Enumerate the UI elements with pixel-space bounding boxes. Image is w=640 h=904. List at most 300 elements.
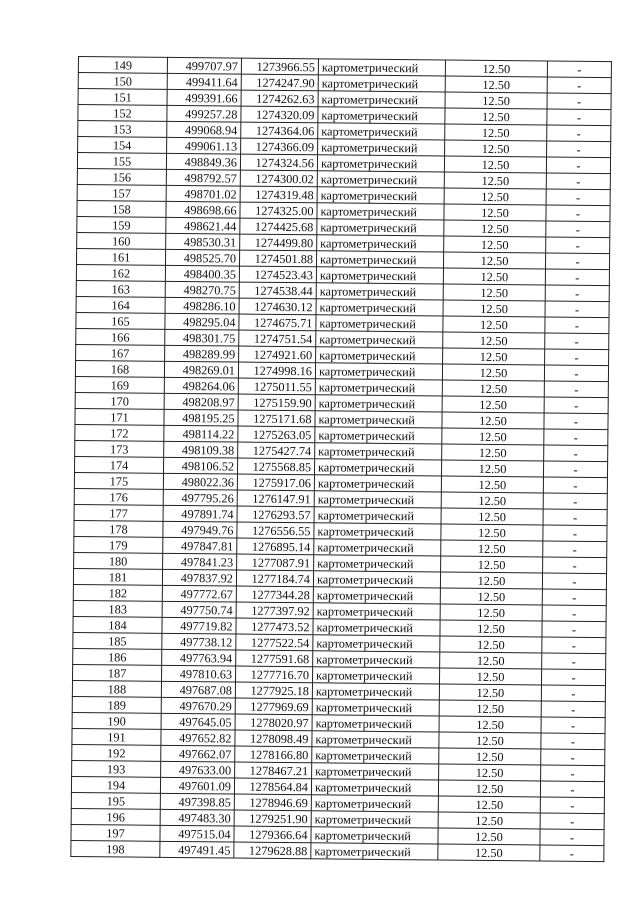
method-cell: картометрический	[314, 507, 441, 524]
accuracy-cell: 12.50	[439, 732, 541, 749]
point-number-cell: 184	[73, 616, 162, 633]
y-coordinate-cell: 1277969.69	[235, 698, 312, 715]
note-cell: -	[543, 477, 607, 494]
x-coordinate-cell: 498114.22	[164, 425, 238, 442]
point-number-cell: 180	[74, 552, 163, 569]
accuracy-cell: 12.50	[445, 76, 547, 93]
accuracy-cell: 12.50	[440, 652, 542, 669]
point-number-cell: 168	[75, 360, 164, 377]
method-cell: картометрический	[316, 299, 443, 316]
note-cell: -	[545, 285, 609, 302]
point-number-cell: 152	[78, 105, 167, 122]
x-coordinate-cell: 497601.09	[160, 777, 234, 794]
y-coordinate-cell: 1277522.54	[236, 634, 313, 651]
y-coordinate-cell: 1277591.68	[236, 650, 313, 667]
x-coordinate-cell: 497949.76	[163, 521, 237, 538]
method-cell: картометрический	[314, 475, 441, 492]
note-cell: -	[543, 541, 607, 558]
method-cell: картометрический	[318, 123, 445, 140]
x-coordinate-cell: 498525.70	[165, 249, 239, 266]
point-number-cell: 195	[71, 792, 160, 809]
note-cell: -	[545, 301, 609, 318]
y-coordinate-cell: 1278020.97	[235, 714, 312, 731]
x-coordinate-cell: 498849.36	[166, 153, 240, 170]
y-coordinate-cell: 1274262.63	[241, 90, 318, 107]
method-cell: картометрический	[318, 75, 445, 92]
method-cell: картометрический	[317, 203, 444, 220]
y-coordinate-cell: 1275568.85	[237, 458, 314, 475]
x-coordinate-cell: 498621.44	[166, 217, 240, 234]
method-cell: картометрический	[318, 107, 445, 124]
accuracy-cell: 12.50	[439, 716, 541, 733]
accuracy-cell: 12.50	[445, 124, 547, 141]
x-coordinate-cell: 497491.45	[160, 841, 234, 858]
note-cell: -	[544, 445, 608, 462]
method-cell: картометрический	[318, 139, 445, 156]
method-cell: картометрический	[311, 843, 438, 860]
y-coordinate-cell: 1274921.60	[239, 346, 316, 363]
note-cell: -	[543, 493, 607, 510]
x-coordinate-cell: 498295.04	[165, 313, 239, 330]
note-cell: -	[547, 77, 611, 94]
method-cell: картометрический	[313, 651, 440, 668]
accuracy-cell: 12.50	[445, 92, 547, 109]
point-number-cell: 189	[72, 696, 161, 713]
method-cell: картометрический	[311, 795, 438, 812]
method-cell: картометрический	[315, 363, 442, 380]
point-number-cell: 153	[78, 121, 167, 138]
accuracy-cell: 12.50	[443, 348, 545, 365]
note-cell: -	[547, 61, 611, 78]
note-cell: -	[540, 845, 604, 862]
note-cell: -	[540, 829, 604, 846]
x-coordinate-cell: 497515.04	[160, 825, 234, 842]
note-cell: -	[544, 429, 608, 446]
point-number-cell: 154	[78, 137, 167, 154]
note-cell: -	[541, 749, 605, 766]
y-coordinate-cell: 1276293.57	[237, 506, 314, 523]
method-cell: картометрический	[314, 555, 441, 572]
x-coordinate-cell: 497763.94	[162, 649, 236, 666]
note-cell: -	[544, 381, 608, 398]
y-coordinate-cell: 1274364.06	[241, 122, 318, 139]
point-number-cell: 177	[74, 504, 163, 521]
point-number-cell: 182	[73, 584, 162, 601]
accuracy-cell: 12.50	[442, 364, 544, 381]
point-number-cell: 197	[71, 824, 160, 841]
y-coordinate-cell: 1279251.90	[234, 810, 311, 827]
x-coordinate-cell: 497652.82	[161, 729, 235, 746]
x-coordinate-cell: 497750.74	[162, 601, 236, 618]
point-number-cell: 183	[73, 600, 162, 617]
accuracy-cell: 12.50	[439, 700, 541, 717]
x-coordinate-cell: 498269.01	[164, 361, 238, 378]
note-cell: -	[541, 669, 605, 686]
y-coordinate-cell: 1278467.21	[235, 762, 312, 779]
note-cell: -	[546, 221, 610, 238]
accuracy-cell: 12.50	[438, 796, 540, 813]
point-number-cell: 170	[75, 392, 164, 409]
accuracy-cell: 12.50	[441, 524, 543, 541]
point-number-cell: 173	[75, 440, 164, 457]
note-cell: -	[542, 637, 606, 654]
point-number-cell: 194	[71, 776, 160, 793]
point-number-cell: 198	[71, 840, 160, 857]
accuracy-cell: 12.50	[443, 284, 545, 301]
note-cell: -	[547, 125, 611, 142]
note-cell: -	[540, 797, 604, 814]
note-cell: -	[547, 93, 611, 110]
point-number-cell: 149	[78, 57, 167, 74]
method-cell: картометрический	[314, 459, 441, 476]
y-coordinate-cell: 1279366.64	[234, 826, 311, 843]
y-coordinate-cell: 1274998.16	[238, 362, 315, 379]
note-cell: -	[544, 413, 608, 430]
x-coordinate-cell: 497772.67	[162, 585, 236, 602]
accuracy-cell: 12.50	[441, 476, 543, 493]
y-coordinate-cell: 1274325.00	[240, 202, 317, 219]
point-number-cell: 167	[76, 344, 165, 361]
x-coordinate-cell: 498195.25	[164, 409, 238, 426]
y-coordinate-cell: 1279628.88	[234, 842, 311, 859]
y-coordinate-cell: 1276147.91	[237, 490, 314, 507]
x-coordinate-cell: 497662.07	[161, 745, 235, 762]
accuracy-cell: 12.50	[444, 204, 546, 221]
y-coordinate-cell: 1278564.84	[234, 778, 311, 795]
note-cell: -	[546, 189, 610, 206]
method-cell: картометрический	[312, 683, 439, 700]
x-coordinate-cell: 497645.05	[161, 713, 235, 730]
x-coordinate-cell: 497837.92	[162, 569, 236, 586]
x-coordinate-cell: 498208.97	[164, 393, 238, 410]
accuracy-cell: 12.50	[438, 812, 540, 829]
accuracy-cell: 12.50	[442, 444, 544, 461]
accuracy-cell: 12.50	[444, 220, 546, 237]
accuracy-cell: 12.50	[443, 300, 545, 317]
accuracy-cell: 12.50	[440, 572, 542, 589]
x-coordinate-cell: 497398.85	[160, 793, 234, 810]
y-coordinate-cell: 1274630.12	[239, 298, 316, 315]
y-coordinate-cell: 1278946.69	[234, 794, 311, 811]
method-cell: картометрический	[314, 523, 441, 540]
y-coordinate-cell: 1276556.55	[237, 522, 314, 539]
y-coordinate-cell: 1274538.44	[239, 282, 316, 299]
method-cell: картометрический	[316, 251, 443, 268]
accuracy-cell: 12.50	[445, 140, 547, 157]
accuracy-cell: 12.50	[440, 604, 542, 621]
note-cell: -	[545, 317, 609, 334]
accuracy-cell: 12.50	[442, 428, 544, 445]
method-cell: картометрический	[315, 427, 442, 444]
y-coordinate-cell: 1274319.48	[240, 186, 317, 203]
note-cell: -	[543, 525, 607, 542]
note-cell: -	[541, 717, 605, 734]
point-number-cell: 171	[75, 408, 164, 425]
note-cell: -	[547, 141, 611, 158]
y-coordinate-cell: 1274523.43	[239, 266, 316, 283]
y-coordinate-cell: 1275171.68	[238, 410, 315, 427]
note-cell: -	[546, 205, 610, 222]
point-number-cell: 158	[77, 200, 166, 217]
accuracy-cell: 12.50	[443, 332, 545, 349]
y-coordinate-cell: 1274366.09	[241, 138, 318, 155]
note-cell: -	[542, 605, 606, 622]
point-number-cell: 187	[73, 664, 162, 681]
y-coordinate-cell: 1275159.90	[238, 394, 315, 411]
point-number-cell: 188	[72, 680, 161, 697]
x-coordinate-cell: 498264.06	[164, 377, 238, 394]
method-cell: картометрический	[316, 315, 443, 332]
note-cell: -	[540, 781, 604, 798]
y-coordinate-cell: 1274425.68	[240, 218, 317, 235]
x-coordinate-cell: 498698.66	[166, 201, 240, 218]
x-coordinate-cell: 497810.63	[162, 665, 236, 682]
method-cell: картометрический	[318, 59, 445, 76]
coordinates-table	[70, 56, 612, 862]
accuracy-cell: 12.50	[440, 636, 542, 653]
point-number-cell: 163	[76, 280, 165, 297]
method-cell: картометрический	[316, 267, 443, 284]
method-cell: картометрический	[318, 91, 445, 108]
note-cell: -	[546, 237, 610, 254]
accuracy-cell: 12.50	[441, 460, 543, 477]
note-cell: -	[543, 509, 607, 526]
accuracy-cell: 12.50	[443, 268, 545, 285]
point-number-cell: 186	[73, 648, 162, 665]
accuracy-cell: 12.50	[439, 684, 541, 701]
point-number-cell: 165	[76, 312, 165, 329]
x-coordinate-cell: 499257.28	[167, 105, 241, 122]
x-coordinate-cell: 498106.52	[163, 457, 237, 474]
point-number-cell: 185	[73, 632, 162, 649]
y-coordinate-cell: 1276895.14	[237, 538, 314, 555]
y-coordinate-cell: 1274499.80	[240, 234, 317, 251]
x-coordinate-cell: 497633.00	[161, 761, 235, 778]
x-coordinate-cell: 499061.13	[167, 137, 241, 154]
x-coordinate-cell: 497670.29	[161, 697, 235, 714]
point-number-cell: 164	[76, 296, 165, 313]
x-coordinate-cell: 498301.75	[165, 329, 239, 346]
x-coordinate-cell: 498701.02	[166, 185, 240, 202]
method-cell: картометрический	[315, 411, 442, 428]
point-number-cell: 155	[77, 153, 166, 170]
point-number-cell: 193	[72, 760, 161, 777]
x-coordinate-cell: 498022.36	[163, 473, 237, 490]
point-number-cell: 161	[76, 248, 165, 265]
accuracy-cell: 12.50	[444, 188, 546, 205]
point-number-cell: 191	[72, 728, 161, 745]
note-cell: -	[541, 685, 605, 702]
point-number-cell: 176	[74, 488, 163, 505]
note-cell: -	[545, 253, 609, 270]
note-cell: -	[547, 109, 611, 126]
y-coordinate-cell: 1278166.80	[235, 746, 312, 763]
accuracy-cell: 12.50	[444, 172, 546, 189]
x-coordinate-cell: 498109.38	[164, 441, 238, 458]
note-cell: -	[541, 765, 605, 782]
x-coordinate-cell: 499707.97	[167, 57, 241, 74]
point-number-cell: 156	[77, 168, 166, 185]
method-cell: картометрический	[315, 443, 442, 460]
x-coordinate-cell: 497687.08	[161, 681, 235, 698]
accuracy-cell: 12.50	[439, 668, 541, 685]
note-cell: -	[541, 733, 605, 750]
method-cell: картометрический	[314, 491, 441, 508]
x-coordinate-cell: 499068.94	[167, 121, 241, 138]
y-coordinate-cell: 1277473.52	[236, 618, 313, 635]
y-coordinate-cell: 1277184.74	[236, 570, 313, 587]
accuracy-cell: 12.50	[441, 492, 543, 509]
method-cell: картометрический	[317, 219, 444, 236]
y-coordinate-cell: 1278098.49	[235, 730, 312, 747]
y-coordinate-cell: 1274320.09	[241, 106, 318, 123]
x-coordinate-cell: 498400.35	[165, 265, 239, 282]
coordinates-table-body	[71, 57, 612, 862]
x-coordinate-cell: 498792.57	[166, 169, 240, 186]
method-cell: картометрический	[312, 667, 439, 684]
method-cell: картометрический	[313, 603, 440, 620]
note-cell: -	[543, 461, 607, 478]
y-coordinate-cell: 1275011.55	[238, 378, 315, 395]
method-cell: картометрический	[316, 283, 443, 300]
method-cell: картометрический	[315, 379, 442, 396]
point-number-cell: 192	[72, 744, 161, 761]
accuracy-cell: 12.50	[441, 508, 543, 525]
y-coordinate-cell: 1277925.18	[235, 682, 312, 699]
note-cell: -	[544, 365, 608, 382]
x-coordinate-cell: 498530.31	[166, 233, 240, 250]
accuracy-cell: 12.50	[442, 380, 544, 397]
point-number-cell: 151	[78, 89, 167, 106]
y-coordinate-cell: 1277344.28	[236, 586, 313, 603]
point-number-cell: 150	[78, 73, 167, 90]
y-coordinate-cell: 1274501.88	[239, 250, 316, 267]
x-coordinate-cell: 498286.10	[165, 297, 239, 314]
accuracy-cell: 12.50	[439, 764, 541, 781]
point-number-cell: 181	[73, 568, 162, 585]
accuracy-cell: 12.50	[444, 156, 546, 173]
method-cell: картометрический	[312, 747, 439, 764]
y-coordinate-cell: 1274751.54	[239, 330, 316, 347]
accuracy-cell: 12.50	[442, 396, 544, 413]
method-cell: картометрический	[312, 763, 439, 780]
accuracy-cell: 12.50	[440, 620, 542, 637]
method-cell: картометрический	[317, 155, 444, 172]
point-number-cell: 160	[77, 232, 166, 249]
x-coordinate-cell: 497841.23	[163, 553, 237, 570]
point-number-cell: 172	[75, 424, 164, 441]
accuracy-cell: 12.50	[440, 588, 542, 605]
x-coordinate-cell: 497483.30	[160, 809, 234, 826]
point-number-cell: 179	[74, 536, 163, 553]
accuracy-cell: 12.50	[443, 252, 545, 269]
method-cell: картометрический	[317, 171, 444, 188]
method-cell: картометрический	[312, 699, 439, 716]
y-coordinate-cell: 1274300.02	[240, 170, 317, 187]
note-cell: -	[545, 333, 609, 350]
point-number-cell: 159	[77, 216, 166, 233]
note-cell: -	[545, 269, 609, 286]
y-coordinate-cell: 1275263.05	[238, 426, 315, 443]
point-number-cell: 162	[76, 264, 165, 281]
note-cell: -	[542, 589, 606, 606]
accuracy-cell: 12.50	[438, 780, 540, 797]
note-cell: -	[544, 397, 608, 414]
method-cell: картометрический	[317, 235, 444, 252]
accuracy-cell: 12.50	[438, 844, 540, 861]
y-coordinate-cell: 1274247.90	[241, 74, 318, 91]
accuracy-cell: 12.50	[445, 60, 547, 77]
x-coordinate-cell: 499411.64	[167, 73, 241, 90]
y-coordinate-cell: 1274324.56	[240, 154, 317, 171]
y-coordinate-cell: 1277716.70	[235, 666, 312, 683]
method-cell: картометрический	[311, 811, 438, 828]
point-number-cell: 157	[77, 184, 166, 201]
note-cell: -	[546, 173, 610, 190]
method-cell: картометрический	[316, 331, 443, 348]
x-coordinate-cell: 497738.12	[162, 633, 236, 650]
note-cell: -	[542, 653, 606, 670]
x-coordinate-cell: 498270.75	[165, 281, 239, 298]
method-cell: картометрический	[311, 779, 438, 796]
point-number-cell: 174	[75, 456, 164, 473]
method-cell: картометрический	[313, 571, 440, 588]
note-cell: -	[542, 621, 606, 638]
accuracy-cell: 12.50	[444, 236, 546, 253]
method-cell: картометрический	[312, 731, 439, 748]
y-coordinate-cell: 1275427.74	[238, 442, 315, 459]
method-cell: картометрический	[313, 619, 440, 636]
point-number-cell: 175	[74, 472, 163, 489]
method-cell: картометрический	[312, 715, 439, 732]
method-cell: картометрический	[311, 827, 438, 844]
accuracy-cell: 12.50	[438, 828, 540, 845]
accuracy-cell: 12.50	[443, 316, 545, 333]
method-cell: картометрический	[313, 587, 440, 604]
note-cell: -	[540, 813, 604, 830]
method-cell: картометрический	[314, 539, 441, 556]
method-cell: картометрический	[315, 395, 442, 412]
y-coordinate-cell: 1273966.55	[241, 58, 318, 75]
accuracy-cell: 12.50	[441, 556, 543, 573]
y-coordinate-cell: 1274675.71	[239, 314, 316, 331]
x-coordinate-cell: 497795.26	[163, 489, 237, 506]
x-coordinate-cell: 499391.66	[167, 89, 241, 106]
y-coordinate-cell: 1275917.06	[237, 474, 314, 491]
accuracy-cell: 12.50	[442, 412, 544, 429]
point-number-cell: 166	[76, 328, 165, 345]
y-coordinate-cell: 1277397.92	[236, 602, 313, 619]
point-number-cell: 178	[74, 520, 163, 537]
note-cell: -	[542, 573, 606, 590]
point-number-cell: 190	[72, 712, 161, 729]
note-cell: -	[541, 701, 605, 718]
accuracy-cell: 12.50	[445, 108, 547, 125]
note-cell: -	[546, 157, 610, 174]
x-coordinate-cell: 498289.99	[165, 345, 239, 362]
x-coordinate-cell: 497891.74	[163, 505, 237, 522]
note-cell: -	[543, 557, 607, 574]
point-number-cell: 169	[75, 376, 164, 393]
accuracy-cell: 12.50	[439, 748, 541, 765]
method-cell: картометрический	[316, 347, 443, 364]
x-coordinate-cell: 497847.81	[163, 537, 237, 554]
note-cell: -	[545, 349, 609, 366]
y-coordinate-cell: 1277087.91	[237, 554, 314, 571]
document-page	[70, 56, 612, 862]
x-coordinate-cell: 497719.82	[162, 617, 236, 634]
method-cell: картометрический	[317, 187, 444, 204]
